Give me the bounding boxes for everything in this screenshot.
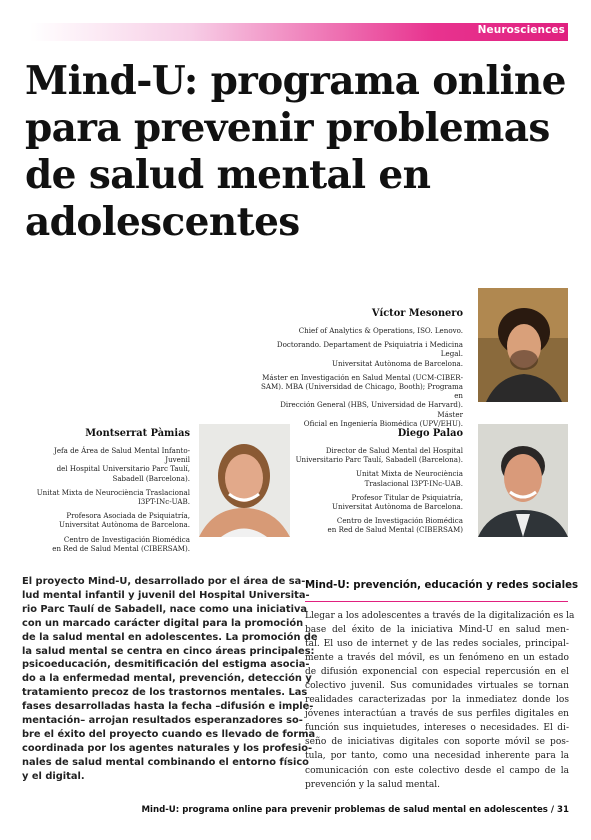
- page-footer: [141, 805, 569, 815]
- author-affiliation: Chief of Analytics & Operations, ISO. Lenovo.: [298, 326, 463, 335]
- article-title: [25, 58, 570, 246]
- title-line: Mind-U: programa online: [25, 58, 566, 104]
- author-affiliation: Profesor Titular de Psiquiatría, Universitat Autònoma de Barcelona.: [332, 492, 463, 512]
- author-affiliation: Unitat Mixta de Neurociència Traslacional I3PT-INc-UAB.: [36, 487, 190, 507]
- section-heading: Mind-U: prevención, educación y redes sociales: [305, 580, 579, 591]
- page-number: 31: [557, 805, 569, 815]
- section-divider: [305, 601, 568, 602]
- intro-paragraph: El proyecto Mind-U, desarrollado por el área de sa- lud mental infantil y juvenil del Hospital Universita- rio Parc Taulí de Sabadell, nace como una iniciativa con un marcado carácter digital para la promoción de la salud mental en adolescentes. La promoción de la salud mental se centra en cinco áreas principales: psicoeducación, desmitificación del estigma asocia- do a la enfermedad mental, prevención, detección y tratamiento precoz de los trastornos mentales. Las fases desarrolladas hasta la fecha –difusión e imple- mentación– arrojan resultados esperanzadores so- bre el éxito del proyecto cuando es llevado de forma coordinada por los agentes naturales y los profesio- nales de salud mental combinando el entorno físico y el digital.: [22, 576, 318, 782]
- author-montserrat-pamias: [30, 428, 190, 558]
- author-affiliation: Jefa de Área de Salud Mental Infanto-Juvenil del Hospital Universitario Parc Taulí, Sabadell (Barcelona).: [53, 446, 190, 483]
- author-affiliation: Director de Salud Mental del Hospital Universitario Parc Taulí, Sabadell (Barcelona).: [295, 446, 463, 465]
- author-affiliation: Centro de Investigación Biomédica en Red de Salud Mental (CIBERSAM).: [52, 534, 190, 553]
- title-line: de salud mental en: [25, 152, 431, 198]
- author-name: Diego Palao: [397, 428, 463, 439]
- author-name: Víctor Mesonero: [371, 308, 463, 319]
- section-label: Neurosciences: [477, 24, 565, 36]
- author-affiliation: Máster en Investigación en Salud Mental (UCM-CIBER- SAM). MBA (Universidad de Chicago, Booth); Programa en Dirección General (HBS, Universidad de Harvard). Máster Oficial en Ingeniería Biomédica (UPV/EHU).: [261, 372, 463, 428]
- author-victor-mesonero: [253, 308, 463, 433]
- author-affiliation: Unitat Mixta de Neurociència Traslacional I3PT-INc-UAB.: [356, 469, 463, 488]
- author-diego-palao: [253, 428, 463, 540]
- running-title: Mind-U: programa online para prevenir problemas de salud mental en adolescentes: [141, 805, 548, 815]
- body-paragraph: Llegar a los adolescentes a través de la digitalización es la base del éxito de la iniciativa Mind-U en salud men- tal. El uso de internet y de las redes sociales, principal- mente a través del móvil, es un fenómeno en un estado de difusión exponencial con especial repercusión en el colectivo juvenil. Sus comunidades virtuales se tornan realidades caracterizadas por la inmediatez donde los jóvenes interactúan a través de sus perfiles digitales en función sus inquietudes, intereses o necesidades. El di- seño de iniciativas digitales con soporte móvil se pos- tula, por tanto, como una necesidad inherente para la comunicación con este colectivo desde el campo de la prevención y la salud mental.: [305, 611, 575, 790]
- author-affiliation: Doctorando. Departament de Psiquiatria i Medicina Legal. Universitat Autònoma de Barcelona.: [276, 340, 463, 368]
- title-line: adolescentes: [25, 199, 300, 245]
- victor-mesonero-photo: [478, 288, 568, 402]
- author-name: Montserrat Pàmias: [85, 428, 190, 439]
- diego-palao-photo: [478, 424, 568, 537]
- author-affiliation: Profesora Asociada de Psiquiatría, Universitat Autònoma de Barcelona.: [59, 511, 190, 530]
- footer-separator: /: [550, 805, 555, 815]
- author-affiliation: Centro de Investigación Biomédica en Red de Salud Mental (CIBERSAM): [327, 516, 463, 535]
- title-line: para prevenir problemas: [25, 105, 550, 151]
- section-header-bar: [30, 23, 568, 41]
